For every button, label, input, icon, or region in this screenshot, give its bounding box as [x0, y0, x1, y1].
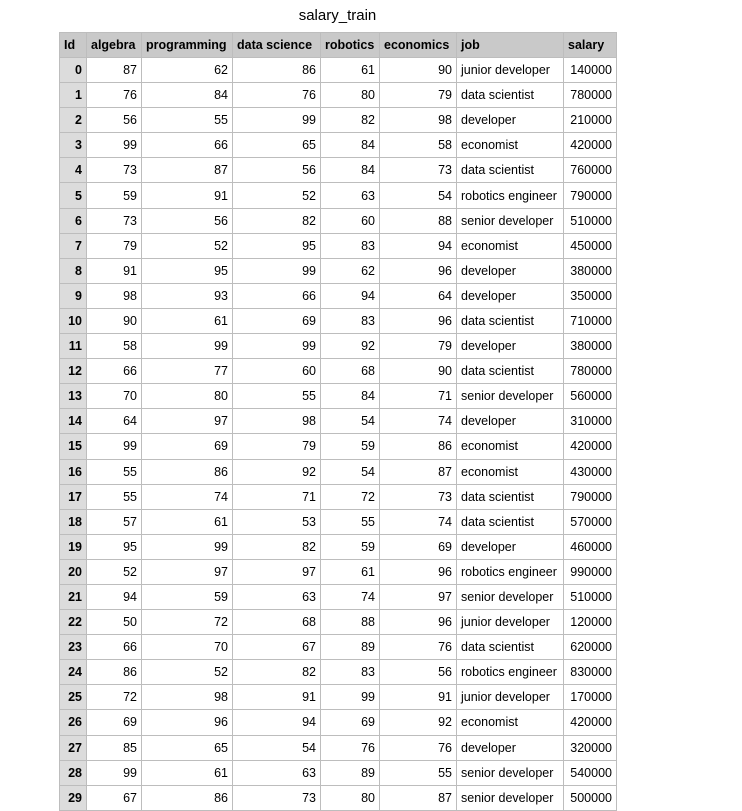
- robotics-cell[interactable]: 83: [321, 660, 380, 685]
- salary-cell[interactable]: 560000: [564, 384, 617, 409]
- salary-cell[interactable]: 120000: [564, 610, 617, 635]
- economics-cell[interactable]: 79: [380, 83, 457, 108]
- id-cell[interactable]: 3: [60, 133, 87, 158]
- salary-cell[interactable]: 760000: [564, 158, 617, 183]
- job-cell[interactable]: economist: [457, 434, 564, 459]
- economics-cell[interactable]: 86: [380, 434, 457, 459]
- programming-cell[interactable]: 65: [142, 735, 233, 760]
- economics-cell[interactable]: 71: [380, 384, 457, 409]
- algebra-cell[interactable]: 66: [87, 635, 142, 660]
- job-cell[interactable]: developer: [457, 283, 564, 308]
- job-cell[interactable]: developer: [457, 334, 564, 359]
- salary-cell[interactable]: 790000: [564, 183, 617, 208]
- data-science-cell[interactable]: 66: [233, 283, 321, 308]
- data-science-cell[interactable]: 92: [233, 459, 321, 484]
- id-cell[interactable]: 21: [60, 584, 87, 609]
- data-science-cell[interactable]: 79: [233, 434, 321, 459]
- programming-cell[interactable]: 61: [142, 509, 233, 534]
- programming-cell[interactable]: 97: [142, 559, 233, 584]
- salary-cell[interactable]: 830000: [564, 660, 617, 685]
- table-row: [60, 785, 617, 810]
- table-row: [60, 534, 617, 559]
- data-science-cell[interactable]: 91: [233, 685, 321, 710]
- robotics-cell[interactable]: 62: [321, 258, 380, 283]
- robotics-cell[interactable]: 94: [321, 283, 380, 308]
- robotics-cell[interactable]: 84: [321, 384, 380, 409]
- algebra-cell[interactable]: 59: [87, 183, 142, 208]
- data-science-cell[interactable]: 82: [233, 534, 321, 559]
- programming-cell[interactable]: 66: [142, 133, 233, 158]
- id-cell[interactable]: 26: [60, 710, 87, 735]
- robotics-cell[interactable]: 59: [321, 434, 380, 459]
- robotics-cell[interactable]: 82: [321, 108, 380, 133]
- salary-cell[interactable]: 570000: [564, 509, 617, 534]
- robotics-cell[interactable]: 74: [321, 584, 380, 609]
- data-science-cell[interactable]: 67: [233, 635, 321, 660]
- programming-cell[interactable]: 95: [142, 258, 233, 283]
- id-cell[interactable]: 23: [60, 635, 87, 660]
- algebra-cell[interactable]: 55: [87, 459, 142, 484]
- table-row: [60, 283, 617, 308]
- id-cell[interactable]: 10: [60, 308, 87, 333]
- economics-cell[interactable]: 74: [380, 409, 457, 434]
- robotics-cell[interactable]: 83: [321, 233, 380, 258]
- algebra-cell[interactable]: 70: [87, 384, 142, 409]
- algebra-cell[interactable]: 86: [87, 660, 142, 685]
- economics-cell[interactable]: 87: [380, 785, 457, 810]
- job-cell[interactable]: senior developer: [457, 208, 564, 233]
- data-science-cell[interactable]: 98: [233, 409, 321, 434]
- id-cell[interactable]: 27: [60, 735, 87, 760]
- algebra-cell[interactable]: 99: [87, 760, 142, 785]
- economics-cell[interactable]: 87: [380, 459, 457, 484]
- robotics-cell[interactable]: 80: [321, 83, 380, 108]
- table-row: [60, 83, 617, 108]
- id-cell[interactable]: 0: [60, 58, 87, 83]
- table-row: [60, 258, 617, 283]
- robotics-cell[interactable]: 80: [321, 785, 380, 810]
- robotics-cell[interactable]: 72: [321, 484, 380, 509]
- data-science-cell[interactable]: 82: [233, 208, 321, 233]
- data-science-cell[interactable]: 63: [233, 584, 321, 609]
- economics-cell[interactable]: 90: [380, 359, 457, 384]
- data-science-cell[interactable]: 68: [233, 610, 321, 635]
- table-row: [60, 133, 617, 158]
- column-header-programming[interactable]: programming: [142, 33, 233, 58]
- economics-cell[interactable]: 58: [380, 133, 457, 158]
- algebra-cell[interactable]: 98: [87, 283, 142, 308]
- table-row: [60, 685, 617, 710]
- job-cell[interactable]: junior developer: [457, 58, 564, 83]
- id-cell[interactable]: 15: [60, 434, 87, 459]
- salary-cell[interactable]: 140000: [564, 58, 617, 83]
- economics-cell[interactable]: 90: [380, 58, 457, 83]
- programming-cell[interactable]: 98: [142, 685, 233, 710]
- economics-cell[interactable]: 69: [380, 534, 457, 559]
- data-science-cell[interactable]: 94: [233, 710, 321, 735]
- table-row: [60, 760, 617, 785]
- salary-cell[interactable]: 380000: [564, 334, 617, 359]
- algebra-cell[interactable]: 69: [87, 710, 142, 735]
- algebra-cell[interactable]: 57: [87, 509, 142, 534]
- programming-cell[interactable]: 52: [142, 660, 233, 685]
- column-header-salary[interactable]: salary: [564, 33, 617, 58]
- table-row: [60, 233, 617, 258]
- table-body: [60, 58, 617, 811]
- job-cell[interactable]: developer: [457, 409, 564, 434]
- job-cell[interactable]: junior developer: [457, 610, 564, 635]
- job-cell[interactable]: developer: [457, 534, 564, 559]
- salary-cell[interactable]: 420000: [564, 133, 617, 158]
- robotics-cell[interactable]: 68: [321, 359, 380, 384]
- salary-table: [59, 32, 617, 811]
- id-cell[interactable]: 19: [60, 534, 87, 559]
- table-row: [60, 509, 617, 534]
- programming-cell[interactable]: 77: [142, 359, 233, 384]
- job-cell[interactable]: data scientist: [457, 509, 564, 534]
- algebra-cell[interactable]: 64: [87, 409, 142, 434]
- data-science-cell[interactable]: 60: [233, 359, 321, 384]
- table-row: [60, 158, 617, 183]
- data-science-cell[interactable]: 99: [233, 258, 321, 283]
- data-science-cell[interactable]: 65: [233, 133, 321, 158]
- id-cell[interactable]: 6: [60, 208, 87, 233]
- id-cell[interactable]: 24: [60, 660, 87, 685]
- id-cell[interactable]: 25: [60, 685, 87, 710]
- id-cell[interactable]: 5: [60, 183, 87, 208]
- table-row: [60, 183, 617, 208]
- economics-cell[interactable]: 96: [380, 258, 457, 283]
- id-cell[interactable]: 12: [60, 359, 87, 384]
- economics-cell[interactable]: 76: [380, 735, 457, 760]
- salary-cell[interactable]: 540000: [564, 760, 617, 785]
- programming-cell[interactable]: 74: [142, 484, 233, 509]
- salary-cell[interactable]: 450000: [564, 233, 617, 258]
- data-science-cell[interactable]: 55: [233, 384, 321, 409]
- algebra-cell[interactable]: 76: [87, 83, 142, 108]
- salary-cell[interactable]: 460000: [564, 534, 617, 559]
- table-title: salary_train: [298, 7, 377, 24]
- robotics-cell[interactable]: 89: [321, 760, 380, 785]
- salary-cell[interactable]: 210000: [564, 108, 617, 133]
- robotics-cell[interactable]: 99: [321, 685, 380, 710]
- job-cell[interactable]: senior developer: [457, 760, 564, 785]
- algebra-cell[interactable]: 95: [87, 534, 142, 559]
- salary-cell[interactable]: 420000: [564, 434, 617, 459]
- job-cell[interactable]: economist: [457, 233, 564, 258]
- id-cell[interactable]: 18: [60, 509, 87, 534]
- algebra-cell[interactable]: 58: [87, 334, 142, 359]
- salary-cell[interactable]: 790000: [564, 484, 617, 509]
- salary-cell[interactable]: 780000: [564, 359, 617, 384]
- salary-cell[interactable]: 510000: [564, 208, 617, 233]
- programming-cell[interactable]: 86: [142, 459, 233, 484]
- job-cell[interactable]: data scientist: [457, 635, 564, 660]
- table-row: [60, 58, 617, 83]
- economics-cell[interactable]: 79: [380, 334, 457, 359]
- salary-cell[interactable]: 990000: [564, 559, 617, 584]
- id-cell[interactable]: 16: [60, 459, 87, 484]
- job-cell[interactable]: developer: [457, 735, 564, 760]
- algebra-cell[interactable]: 73: [87, 158, 142, 183]
- job-cell[interactable]: robotics engineer: [457, 183, 564, 208]
- robotics-cell[interactable]: 59: [321, 534, 380, 559]
- algebra-cell[interactable]: 79: [87, 233, 142, 258]
- table-row: [60, 108, 617, 133]
- column-header-robotics[interactable]: robotics: [321, 33, 380, 58]
- data-science-cell[interactable]: 76: [233, 83, 321, 108]
- robotics-cell[interactable]: 60: [321, 208, 380, 233]
- programming-cell[interactable]: 84: [142, 83, 233, 108]
- job-cell[interactable]: robotics engineer: [457, 660, 564, 685]
- programming-cell[interactable]: 61: [142, 308, 233, 333]
- algebra-cell[interactable]: 85: [87, 735, 142, 760]
- id-cell[interactable]: 9: [60, 283, 87, 308]
- robotics-cell[interactable]: 55: [321, 509, 380, 534]
- id-cell[interactable]: 17: [60, 484, 87, 509]
- salary-cell[interactable]: 710000: [564, 308, 617, 333]
- job-cell[interactable]: junior developer: [457, 685, 564, 710]
- job-cell[interactable]: data scientist: [457, 158, 564, 183]
- programming-cell[interactable]: 55: [142, 108, 233, 133]
- economics-cell[interactable]: 73: [380, 158, 457, 183]
- programming-cell[interactable]: 87: [142, 158, 233, 183]
- table-row: [60, 660, 617, 685]
- algebra-cell[interactable]: 52: [87, 559, 142, 584]
- salary-cell[interactable]: 620000: [564, 635, 617, 660]
- economics-cell[interactable]: 64: [380, 283, 457, 308]
- data-science-cell[interactable]: 69: [233, 308, 321, 333]
- economics-cell[interactable]: 54: [380, 183, 457, 208]
- salary-cell[interactable]: 320000: [564, 735, 617, 760]
- salary-cell[interactable]: 310000: [564, 409, 617, 434]
- algebra-cell[interactable]: 87: [87, 58, 142, 83]
- data-science-cell[interactable]: 54: [233, 735, 321, 760]
- id-cell[interactable]: 8: [60, 258, 87, 283]
- table-row: [60, 710, 617, 735]
- robotics-cell[interactable]: 61: [321, 58, 380, 83]
- programming-cell[interactable]: 93: [142, 283, 233, 308]
- salary-cell[interactable]: 500000: [564, 785, 617, 810]
- data-science-cell[interactable]: 86: [233, 58, 321, 83]
- programming-cell[interactable]: 99: [142, 534, 233, 559]
- salary-cell[interactable]: 430000: [564, 459, 617, 484]
- job-cell[interactable]: economist: [457, 133, 564, 158]
- table-row: [60, 610, 617, 635]
- programming-cell[interactable]: 99: [142, 334, 233, 359]
- table-row: [60, 484, 617, 509]
- job-cell[interactable]: senior developer: [457, 384, 564, 409]
- algebra-cell[interactable]: 99: [87, 133, 142, 158]
- table-row: [60, 308, 617, 333]
- data-science-cell[interactable]: 82: [233, 660, 321, 685]
- robotics-cell[interactable]: 69: [321, 710, 380, 735]
- programming-cell[interactable]: 62: [142, 58, 233, 83]
- data-science-cell[interactable]: 97: [233, 559, 321, 584]
- programming-cell[interactable]: 61: [142, 760, 233, 785]
- job-cell[interactable]: economist: [457, 459, 564, 484]
- id-cell[interactable]: 29: [60, 785, 87, 810]
- data-science-cell[interactable]: 99: [233, 334, 321, 359]
- table-row: [60, 409, 617, 434]
- programming-cell[interactable]: 72: [142, 610, 233, 635]
- algebra-cell[interactable]: 73: [87, 208, 142, 233]
- robotics-cell[interactable]: 92: [321, 334, 380, 359]
- economics-cell[interactable]: 96: [380, 559, 457, 584]
- data-science-cell[interactable]: 53: [233, 509, 321, 534]
- algebra-cell[interactable]: 99: [87, 434, 142, 459]
- table-row: [60, 635, 617, 660]
- job-cell[interactable]: economist: [457, 710, 564, 735]
- programming-cell[interactable]: 91: [142, 183, 233, 208]
- column-header-job[interactable]: job: [457, 33, 564, 58]
- job-cell[interactable]: senior developer: [457, 785, 564, 810]
- economics-cell[interactable]: 74: [380, 509, 457, 534]
- programming-cell[interactable]: 69: [142, 434, 233, 459]
- algebra-cell[interactable]: 72: [87, 685, 142, 710]
- column-header-algebra[interactable]: algebra: [87, 33, 142, 58]
- id-cell[interactable]: 28: [60, 760, 87, 785]
- economics-cell[interactable]: 56: [380, 660, 457, 685]
- algebra-cell[interactable]: 90: [87, 308, 142, 333]
- table-row: [60, 735, 617, 760]
- data-science-cell[interactable]: 56: [233, 158, 321, 183]
- job-cell[interactable]: robotics engineer: [457, 559, 564, 584]
- algebra-cell[interactable]: 55: [87, 484, 142, 509]
- programming-cell[interactable]: 56: [142, 208, 233, 233]
- programming-cell[interactable]: 70: [142, 635, 233, 660]
- programming-cell[interactable]: 59: [142, 584, 233, 609]
- data-science-cell[interactable]: 73: [233, 785, 321, 810]
- id-cell[interactable]: 4: [60, 158, 87, 183]
- job-cell[interactable]: data scientist: [457, 308, 564, 333]
- id-cell[interactable]: 2: [60, 108, 87, 133]
- column-header-economics[interactable]: economics: [380, 33, 457, 58]
- job-cell[interactable]: data scientist: [457, 484, 564, 509]
- economics-cell[interactable]: 98: [380, 108, 457, 133]
- economics-cell[interactable]: 96: [380, 308, 457, 333]
- economics-cell[interactable]: 92: [380, 710, 457, 735]
- programming-cell[interactable]: 86: [142, 785, 233, 810]
- salary-cell[interactable]: 350000: [564, 283, 617, 308]
- robotics-cell[interactable]: 83: [321, 308, 380, 333]
- economics-cell[interactable]: 76: [380, 635, 457, 660]
- table-row: [60, 559, 617, 584]
- id-cell[interactable]: 20: [60, 559, 87, 584]
- data-science-cell[interactable]: 95: [233, 233, 321, 258]
- economics-cell[interactable]: 91: [380, 685, 457, 710]
- algebra-cell[interactable]: 50: [87, 610, 142, 635]
- salary-cell[interactable]: 510000: [564, 584, 617, 609]
- table-row: [60, 434, 617, 459]
- data-science-cell[interactable]: 99: [233, 108, 321, 133]
- job-cell[interactable]: data scientist: [457, 83, 564, 108]
- programming-cell[interactable]: 52: [142, 233, 233, 258]
- table-row: [60, 334, 617, 359]
- algebra-cell[interactable]: 67: [87, 785, 142, 810]
- id-cell[interactable]: 13: [60, 384, 87, 409]
- economics-cell[interactable]: 94: [380, 233, 457, 258]
- economics-cell[interactable]: 96: [380, 610, 457, 635]
- salary-cell[interactable]: 780000: [564, 83, 617, 108]
- robotics-cell[interactable]: 84: [321, 133, 380, 158]
- economics-cell[interactable]: 88: [380, 208, 457, 233]
- programming-cell[interactable]: 80: [142, 384, 233, 409]
- economics-cell[interactable]: 55: [380, 760, 457, 785]
- programming-cell[interactable]: 97: [142, 409, 233, 434]
- table-row: [60, 584, 617, 609]
- data-science-cell[interactable]: 71: [233, 484, 321, 509]
- economics-cell[interactable]: 97: [380, 584, 457, 609]
- robotics-cell[interactable]: 63: [321, 183, 380, 208]
- economics-cell[interactable]: 73: [380, 484, 457, 509]
- id-cell[interactable]: 11: [60, 334, 87, 359]
- robotics-cell[interactable]: 54: [321, 409, 380, 434]
- algebra-cell[interactable]: 56: [87, 108, 142, 133]
- robotics-cell[interactable]: 89: [321, 635, 380, 660]
- job-cell[interactable]: developer: [457, 258, 564, 283]
- job-cell[interactable]: data scientist: [457, 359, 564, 384]
- table-row: [60, 459, 617, 484]
- table-row: [60, 359, 617, 384]
- column-header-data-science[interactable]: data science: [233, 33, 321, 58]
- salary-cell[interactable]: 380000: [564, 258, 617, 283]
- robotics-cell[interactable]: 76: [321, 735, 380, 760]
- table-row: [60, 208, 617, 233]
- job-cell[interactable]: senior developer: [457, 584, 564, 609]
- id-cell[interactable]: 1: [60, 83, 87, 108]
- column-header-id[interactable]: Id: [60, 33, 87, 58]
- id-cell[interactable]: 22: [60, 610, 87, 635]
- algebra-cell[interactable]: 66: [87, 359, 142, 384]
- salary-cell[interactable]: 420000: [564, 710, 617, 735]
- job-cell[interactable]: developer: [457, 108, 564, 133]
- robotics-cell[interactable]: 84: [321, 158, 380, 183]
- data-science-cell[interactable]: 63: [233, 760, 321, 785]
- algebra-cell[interactable]: 91: [87, 258, 142, 283]
- table-row: [60, 384, 617, 409]
- id-cell[interactable]: 7: [60, 233, 87, 258]
- id-cell[interactable]: 14: [60, 409, 87, 434]
- robotics-cell[interactable]: 54: [321, 459, 380, 484]
- data-science-cell[interactable]: 52: [233, 183, 321, 208]
- programming-cell[interactable]: 96: [142, 710, 233, 735]
- salary-cell[interactable]: 170000: [564, 685, 617, 710]
- header-row: [60, 33, 617, 58]
- algebra-cell[interactable]: 94: [87, 584, 142, 609]
- robotics-cell[interactable]: 88: [321, 610, 380, 635]
- robotics-cell[interactable]: 61: [321, 559, 380, 584]
